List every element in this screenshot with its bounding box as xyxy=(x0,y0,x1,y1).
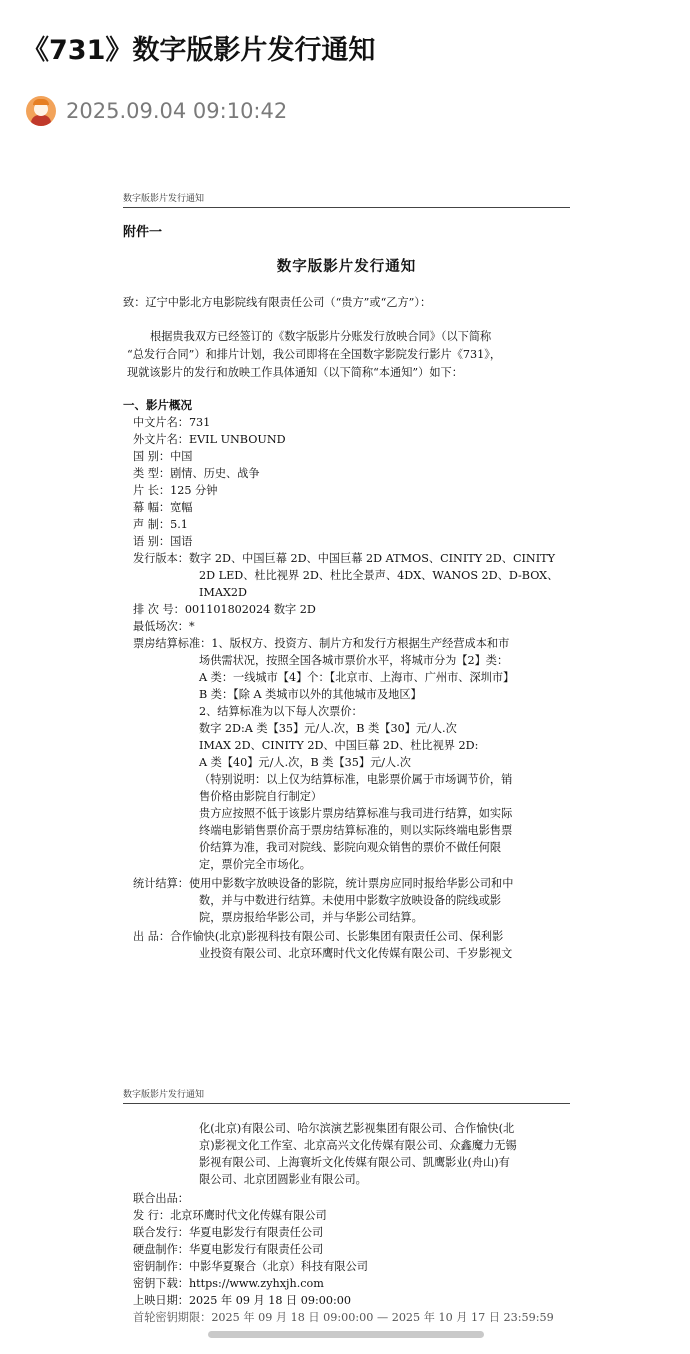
intro-line: “总发行合同”）和排片计划，我公司即将在全国数字影院发行影片《731》， xyxy=(127,348,502,361)
info-length: 片 长：125 分钟 xyxy=(133,484,218,497)
statistics-line: 统计结算：使用中影数字放映设备的影院，统计票房应同时报给华影公司和中 xyxy=(133,877,514,890)
co-distributor: 联合发行：华夏电影发行有限责任公司 xyxy=(133,1226,324,1239)
settlement-line: 售价格由影院自行制定） xyxy=(199,790,323,803)
producers-line: 出 品：合作愉快(北京)影视科技有限公司、长影集团有限责任公司、保利影 xyxy=(133,930,504,943)
post-title: 《731》数字版影片发行通知 xyxy=(22,35,376,66)
info-screen: 幕 幅：宽幅 xyxy=(133,501,193,514)
settlement-line: 场供需状况，按照全国各城市票价水平，将城市分为【2】类： xyxy=(199,654,509,667)
distributor: 发 行：北京环鹰时代文化传媒有限公司 xyxy=(133,1209,327,1222)
disk-maker: 硬盘制作：华夏电影发行有限责任公司 xyxy=(133,1243,324,1256)
info-versions: 2D LED、杜比视界 2D、杜比全景声、4DX、WANOS 2D、D-BOX、 xyxy=(199,569,559,582)
info-schedule-no: 排 次 号：001101802024 数字 2D xyxy=(133,603,316,616)
settlement-line: 票房结算标准：1、版权方、投资方、制片方和发行方根据生产经营成本和市 xyxy=(133,637,510,650)
producers-line: 限公司、北京团圆影业有限公司。 xyxy=(199,1173,367,1186)
info-versions: IMAX2D xyxy=(199,586,248,599)
info-genre: 类 型：剧情、历史、战争 xyxy=(133,467,260,480)
settlement-line: IMAX 2D、CINITY 2D、中国巨幕 2D、杜比视界 2D: xyxy=(199,739,479,752)
settlement-line: 贵方应按照不低于该影片票房结算标准与我司进行结算，如实际 xyxy=(199,807,513,820)
section-heading: 一、影片概况 xyxy=(123,398,192,412)
settlement-line: B 类：【除 A 类城市以外的其他城市及地区】 xyxy=(199,688,422,701)
post-meta xyxy=(26,95,287,127)
producers-line: 京)影视文化工作室、北京高兴文化传媒有限公司、众鑫魔力无锡 xyxy=(199,1139,517,1152)
avatar[interactable] xyxy=(26,96,56,126)
settlement-line: 2、结算标准为以下每人次票价： xyxy=(199,705,363,718)
attachment-label: 附件一 xyxy=(123,225,163,240)
producers-line: 业投资有限公司、北京环鹰时代文化传媒有限公司、千岁影视文 xyxy=(199,947,513,960)
intro-line: 现就该影片的发行和放映工作具体通知（以下简称“本通知”）如下： xyxy=(127,366,463,379)
producers-line: 化(北京)有限公司、哈尔滨演艺影视集团有限公司、合作愉快(北 xyxy=(199,1122,515,1135)
settlement-line: A 类【40】元/人.次，B 类【35】元/人.次 xyxy=(199,756,411,769)
statistics-line: 数，并与中数进行结算。未使用中影数字放映设备的院线或影 xyxy=(199,894,502,907)
info-title-cn: 中文片名：731 xyxy=(133,416,211,429)
document-page-1 xyxy=(123,194,570,964)
key-download: 密钥下载：https://www.zyhxjh.com xyxy=(133,1277,324,1290)
post-timestamp: 2025.09.04 09:10:42 xyxy=(66,99,288,123)
info-title-en: 外文片名：EVIL UNBOUND xyxy=(133,433,286,446)
release-date: 上映日期：2025 年 09 月 18 日 09:00:00 xyxy=(133,1294,352,1307)
settlement-line: 数字 2D:A 类【35】元/人.次，B 类【30】元/人.次 xyxy=(199,722,457,735)
info-country: 国 别：中国 xyxy=(133,450,193,463)
info-versions: 发行版本：数字 2D、中国巨幕 2D、中国巨幕 2D ATMOS、CINITY 2D、CINITY xyxy=(133,552,555,565)
page-header: 数字版影片发行通知 xyxy=(123,1090,570,1104)
settlement-line: 定，票价完全市场化。 xyxy=(199,858,311,871)
intro-line: 根据贵我双方已经签订的《数字版影片分账发行放映合同》（以下简称 xyxy=(150,330,492,343)
info-language: 语 别：国语 xyxy=(133,535,193,548)
producers-line: 影视有限公司、上海寰圻文化传媒有限公司、凯鹰影业(舟山)有 xyxy=(199,1156,510,1169)
settlement-line: A 类：一线城市【4】个：【北京市、上海市、广州市、深圳市】 xyxy=(199,671,515,684)
key-period: 首轮密钥期限：2025 年 09 月 18 日 09:00:00 — 2025 年 10 月 17 日 23:59:59 xyxy=(133,1311,554,1324)
page-header: 数字版影片发行通知 xyxy=(123,194,570,208)
document-title: 数字版影片发行通知 xyxy=(276,258,417,275)
co-producers: 联合出品： xyxy=(133,1192,189,1205)
key-maker: 密钥制作：中影华夏聚合（北京）科技有限公司 xyxy=(133,1260,368,1273)
settlement-line: 终端电影销售票价高于票房结算标准的，则以实际终端电影售票 xyxy=(199,824,513,837)
settlement-line: （特别说明：以上仅为结算标准，电影票价属于市场调节价，销 xyxy=(199,773,513,786)
addressee: 致：辽宁中影北方电影院线有限责任公司（“贵方”或“乙方”）： xyxy=(123,296,432,309)
settlement-line: 价结算为准，我司对院线、影院向观众销售的票价不做任何限 xyxy=(199,841,502,854)
info-min-shows: 最低场次：* xyxy=(133,620,195,633)
document-page-2 xyxy=(123,1090,570,1354)
info-sound: 声 制：5.1 xyxy=(133,518,188,531)
home-indicator[interactable] xyxy=(208,1331,484,1338)
statistics-line: 院，票房报给华影公司，并与华影公司结算。 xyxy=(199,911,423,924)
